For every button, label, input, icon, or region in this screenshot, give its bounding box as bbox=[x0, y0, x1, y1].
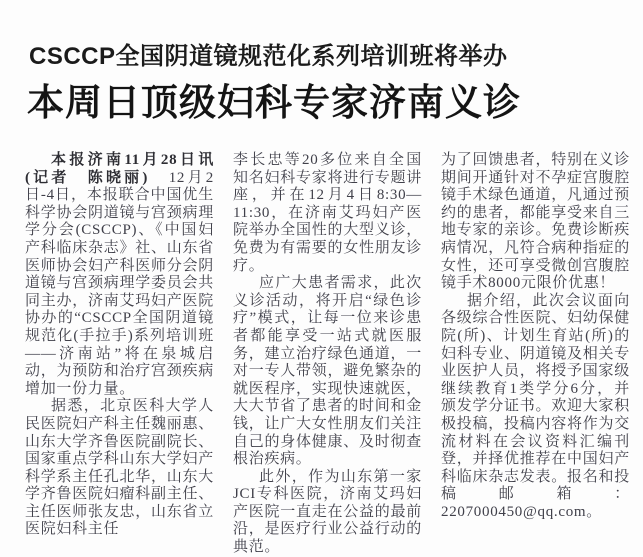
article-column-1 bbox=[25, 152, 214, 557]
paragraph-text: 此外，作为山东第一家JCI专科医院，济南艾玛妇产医院一直走在公益的最前沿，是医疗行业公益行动的典范。 bbox=[233, 468, 422, 556]
paragraph-benefits bbox=[441, 152, 630, 293]
article-column-2 bbox=[233, 152, 422, 557]
paragraph-text: 应广大患者需求，此次义诊活动，将开启“绿色诊疗”模式，让每一位来诊患者都能享受一站式就医服务，建立治疗绿色通道，一对一专人带领，避免繁杂的就医程序，实现快速就医，大大节省了患者的时间和金钱，让广大女性朋友们关注自己的身体健康、及时彻查根治疾病。 bbox=[233, 275, 422, 468]
paragraph-submission bbox=[441, 293, 630, 522]
paragraph-text: 为了回馈患者，特别在义诊期间开通针对不孕症宫腹腔镜手术绿色通道，凡通过预约的患者，都能享受来自三地专家的亲诊。免费诊断疾病情况，凡符合病种指症的女性，还可享受微创宫腹腔镜手术8000元限价优惠！ bbox=[441, 152, 630, 292]
kicker-headline: CSCCP全国阴道镜规范化系列培训班将举办 bbox=[29, 43, 508, 70]
paragraph-text: 据悉，北京医科大学人民医院妇产科主任魏丽惠、山东大学齐鲁医院副院长、国家重点学科山东大学妇产科学系主任孔北华，山东大学齐鲁医院妇瘤科副主任、主任医师张友忠，山东省立医院妇科主任 bbox=[25, 398, 214, 538]
paragraph-jci-hospital bbox=[233, 469, 422, 557]
paragraph-experts-continued bbox=[233, 152, 422, 275]
main-headline: 本周日顶级妇科专家济南义诊 bbox=[27, 82, 521, 123]
paragraph-text: 李长忠等20多位来自全国知名妇科专家将进行专题讲座，并在12月4日8:30—11:30，在济南艾玛妇产医院举办全国性的大型义诊，免费为有需要的女性朋友诊疗。 bbox=[233, 152, 422, 274]
paragraph-text: 12月2日-4日，本报联合中国优生科学协会阴道镜与宫颈病理学分会(CSCCP)、《中国妇产科临床杂志》社、山东省医师协会妇产科医师分会阴道镜与宫颈病理学委员会共同主办，济南艾玛妇产医院协办的“CSCCP全国阴道镜规范化(手拉手)系列培训班——济南站”将在泉城启动，为预防和治疗宫颈疾病增加一份力量。 bbox=[25, 169, 214, 397]
paragraph-experts bbox=[25, 398, 214, 539]
paragraph-text: 据介绍，此次会议面向各级综合性医院、妇幼保健院(所)、计划生育站(所)的妇科专业、阴道镜及相关专业医护人员，将授予国家级继续教育1类学分6分，并颁发学分证书。欢迎大家积极投稿，投稿内容将作为交流材料在会议资料汇编刊登，并择优推荐在中国妇产科临床杂志发表。报名和投稿邮箱：2207000450@qq.com。 bbox=[441, 292, 630, 520]
article-body bbox=[25, 152, 629, 557]
paragraph-green-channel bbox=[233, 275, 422, 469]
paragraph-dateline bbox=[25, 152, 214, 398]
article-column-3 bbox=[441, 152, 630, 557]
dateline-lead: 本报济南11月28日讯(记者 陈晓丽) bbox=[25, 152, 214, 186]
